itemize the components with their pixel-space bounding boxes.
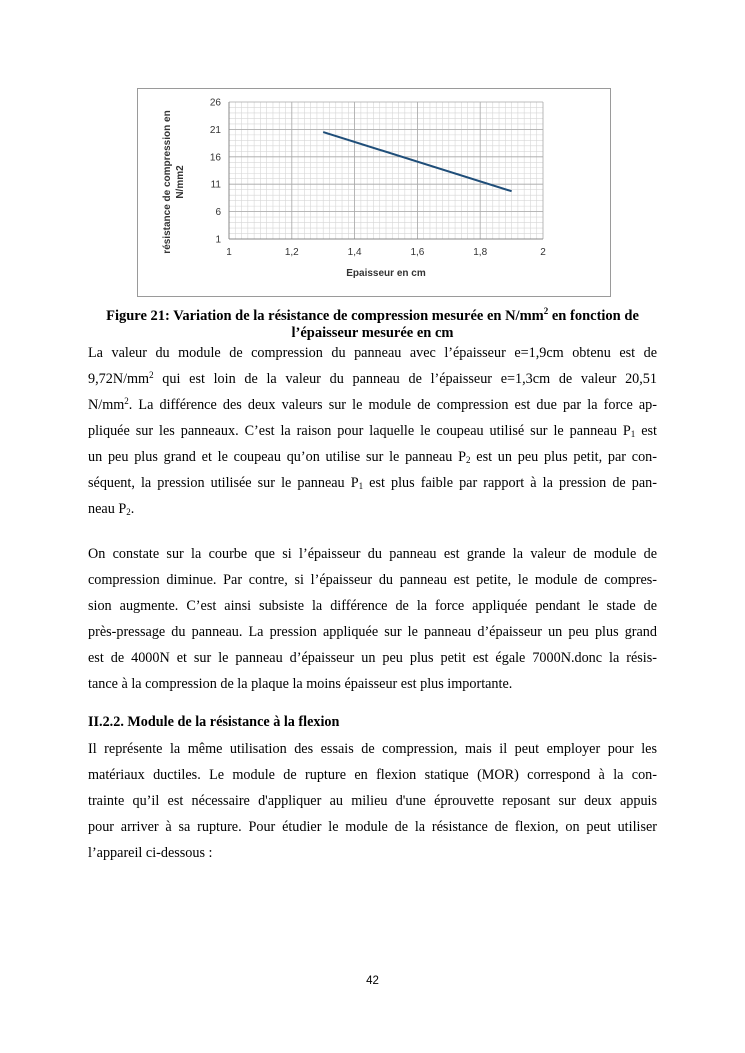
para3-line: matériaux ductiles. Le module de rupture en flexion statique (MOR) correspond à la con- (88, 767, 657, 783)
para2-line: tance à la compression de la plaque la moins épaisseur est plus importante. (88, 676, 513, 692)
para1-line2: $9,72N/mm^2$ qui est loin de la valeur du panneau de l’épaisseur e=1,3cm de valeur 20,51 (88, 370, 657, 387)
figure-caption (88, 308, 657, 342)
para1-line6: séquent, la pression utilisée sur le panneau $P_1$ est plus faible par rapport à la pression de pan- (88, 475, 658, 491)
chart (137, 88, 611, 297)
x-tick-label: 2 (540, 247, 546, 258)
para1-line3: $N/mm^2$. La différence des deux valeurs sur le module de compression est due par la force ap- (88, 396, 657, 413)
paragraph-2 (88, 541, 657, 697)
x-tick-label: 1 (226, 247, 232, 258)
para2-line: est de 4000N et sur le panneau d’épaisseur un peu plus petit est égale 7000N.donc la résis- (88, 650, 657, 666)
y-tick-label: 26 (209, 97, 221, 109)
paragraph-3 (88, 736, 657, 866)
para2-line: sion augmente. C’est ainsi subsiste la différence de la force appliquée pendant le stade de (88, 598, 657, 614)
caption-sup: 2 (543, 306, 549, 316)
para1-line4: pliquée sur les panneaux. C’est la raison pour laquelle le coupeau utilisé sur le panneau $P_1$ est (88, 423, 657, 439)
x-tick-label: 1,8 (473, 247, 488, 258)
paragraph-1 (88, 340, 657, 522)
x-tick-label: 1,2 (284, 247, 299, 258)
y-tick-label: 11 (210, 179, 221, 191)
x-tick-label: 1,6 (410, 247, 425, 258)
y-tick-label: 21 (209, 124, 221, 136)
caption-line2: l’épaisseur mesurée en cm (291, 325, 454, 341)
para2-line: On constate sur la courbe que si l’épaisseur du panneau est grande la valeur de module de (88, 546, 657, 562)
para3-line: Il représente la même utilisation des essais de compression, mais il peut employer pour les (88, 741, 657, 757)
para3-line: l’appareil ci-dessous : (88, 845, 213, 861)
para1-line7: neau $P_2$. (88, 501, 135, 517)
section-heading: II.2.2. Module de la résistance à la flexion (88, 714, 340, 730)
y-axis-label-line2: N/mm2 (175, 165, 186, 199)
para1-line1: La valeur du module de compression du panneau avec l’épaisseur e=1,9cm obtenu est de (88, 345, 657, 361)
caption-text-a: Figure 21: Variation de la résistance de compression mesurée en N/mm (106, 308, 544, 324)
y-tick-label: 1 (215, 234, 221, 246)
page-number: 42 (366, 975, 379, 987)
para2-line: compression diminue. Par contre, si l’épaisseur du panneau est petite, le module de compres- (88, 572, 657, 588)
para3-line: pour arriver à sa rupture. Pour étudier le module de la résistance de flexion, on peut utiliser (88, 819, 657, 835)
caption-text-b: en fonction de (548, 308, 639, 324)
chart-svg (138, 89, 612, 298)
y-tick-label: 6 (215, 207, 221, 219)
y-axis-label-line1: résistance de compression en (162, 110, 173, 254)
y-tick-label: 16 (209, 152, 221, 164)
para2-line: près-pressage du panneau. La pression appliquée sur le panneau d’épaisseur un peu plus grand (88, 624, 657, 640)
x-axis-label: Epaisseur en cm (346, 268, 426, 279)
para3-line: trainte qu’il est nécessaire d'appliquer au milieu d'une éprouvette reposant sur deux appuis (88, 793, 657, 809)
x-tick-label: 1,4 (347, 247, 362, 258)
para1-line5: un peu plus grand et le coupeau qu’on utilise sur le panneau $P_2$ est un peu plus petit, par con- (88, 449, 658, 465)
